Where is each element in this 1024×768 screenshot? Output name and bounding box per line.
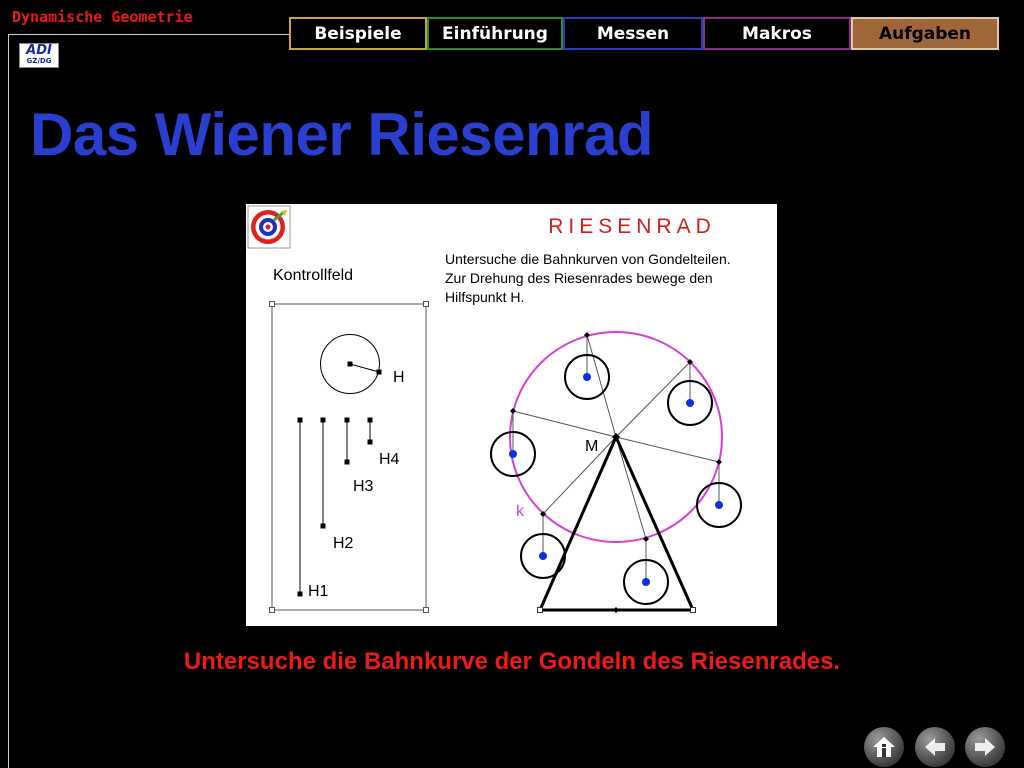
label-h2: H2 (333, 535, 354, 552)
tab-beispiele[interactable]: Beispiele (289, 17, 427, 50)
label-h: H (393, 369, 405, 386)
logo-subtext: GZ/DG (26, 57, 52, 65)
adi-logo[interactable] (19, 43, 59, 68)
top-navigation (289, 17, 999, 50)
figure-heading: RIESENRAD (548, 215, 716, 238)
label-h1: H1 (308, 583, 329, 600)
frame-divider-top (8, 34, 290, 35)
home-button[interactable] (864, 727, 904, 767)
tab-makros[interactable]: Makros (703, 17, 851, 50)
slider-h1[interactable] (298, 418, 303, 597)
back-button[interactable] (915, 727, 955, 767)
instruction-line-2: Zur Drehung des Riesenrades bewege den (445, 270, 713, 286)
logo-text: ADI (26, 43, 52, 58)
slider-h4[interactable] (368, 418, 373, 445)
tab-aufgaben[interactable]: Aufgaben (851, 17, 999, 50)
slider-h3[interactable] (345, 418, 350, 465)
instruction-line-1: Untersuche die Bahnkurven von Gondelteilen. (445, 251, 731, 267)
label-k: k (516, 503, 524, 520)
slider-h2[interactable] (321, 418, 326, 529)
home-icon (871, 734, 897, 760)
forward-arrow-icon (972, 734, 998, 760)
tab-einfuehrung[interactable]: Einführung (427, 17, 563, 50)
label-m: M (585, 438, 599, 455)
tab-messen[interactable]: Messen (563, 17, 703, 50)
control-field (270, 302, 429, 613)
target-icon[interactable] (248, 206, 290, 248)
page-title: Das Wiener Riesenrad (30, 101, 654, 168)
instruction-line-3: Hilfspunkt H. (445, 289, 525, 305)
label-h3: H3 (353, 478, 374, 495)
ferris-wheel-figure (246, 204, 777, 626)
ferris-wheel (491, 332, 741, 613)
forward-button[interactable] (965, 727, 1005, 767)
app-title: Dynamische Geometrie (12, 8, 193, 26)
helper-point-h[interactable] (321, 335, 382, 394)
label-h4: H4 (379, 451, 400, 468)
control-field-label: Kontrollfeld (273, 267, 354, 284)
back-arrow-icon (922, 734, 948, 760)
task-caption: Untersuche die Bahnkurve der Gondeln des Riesenrades. (183, 648, 841, 675)
